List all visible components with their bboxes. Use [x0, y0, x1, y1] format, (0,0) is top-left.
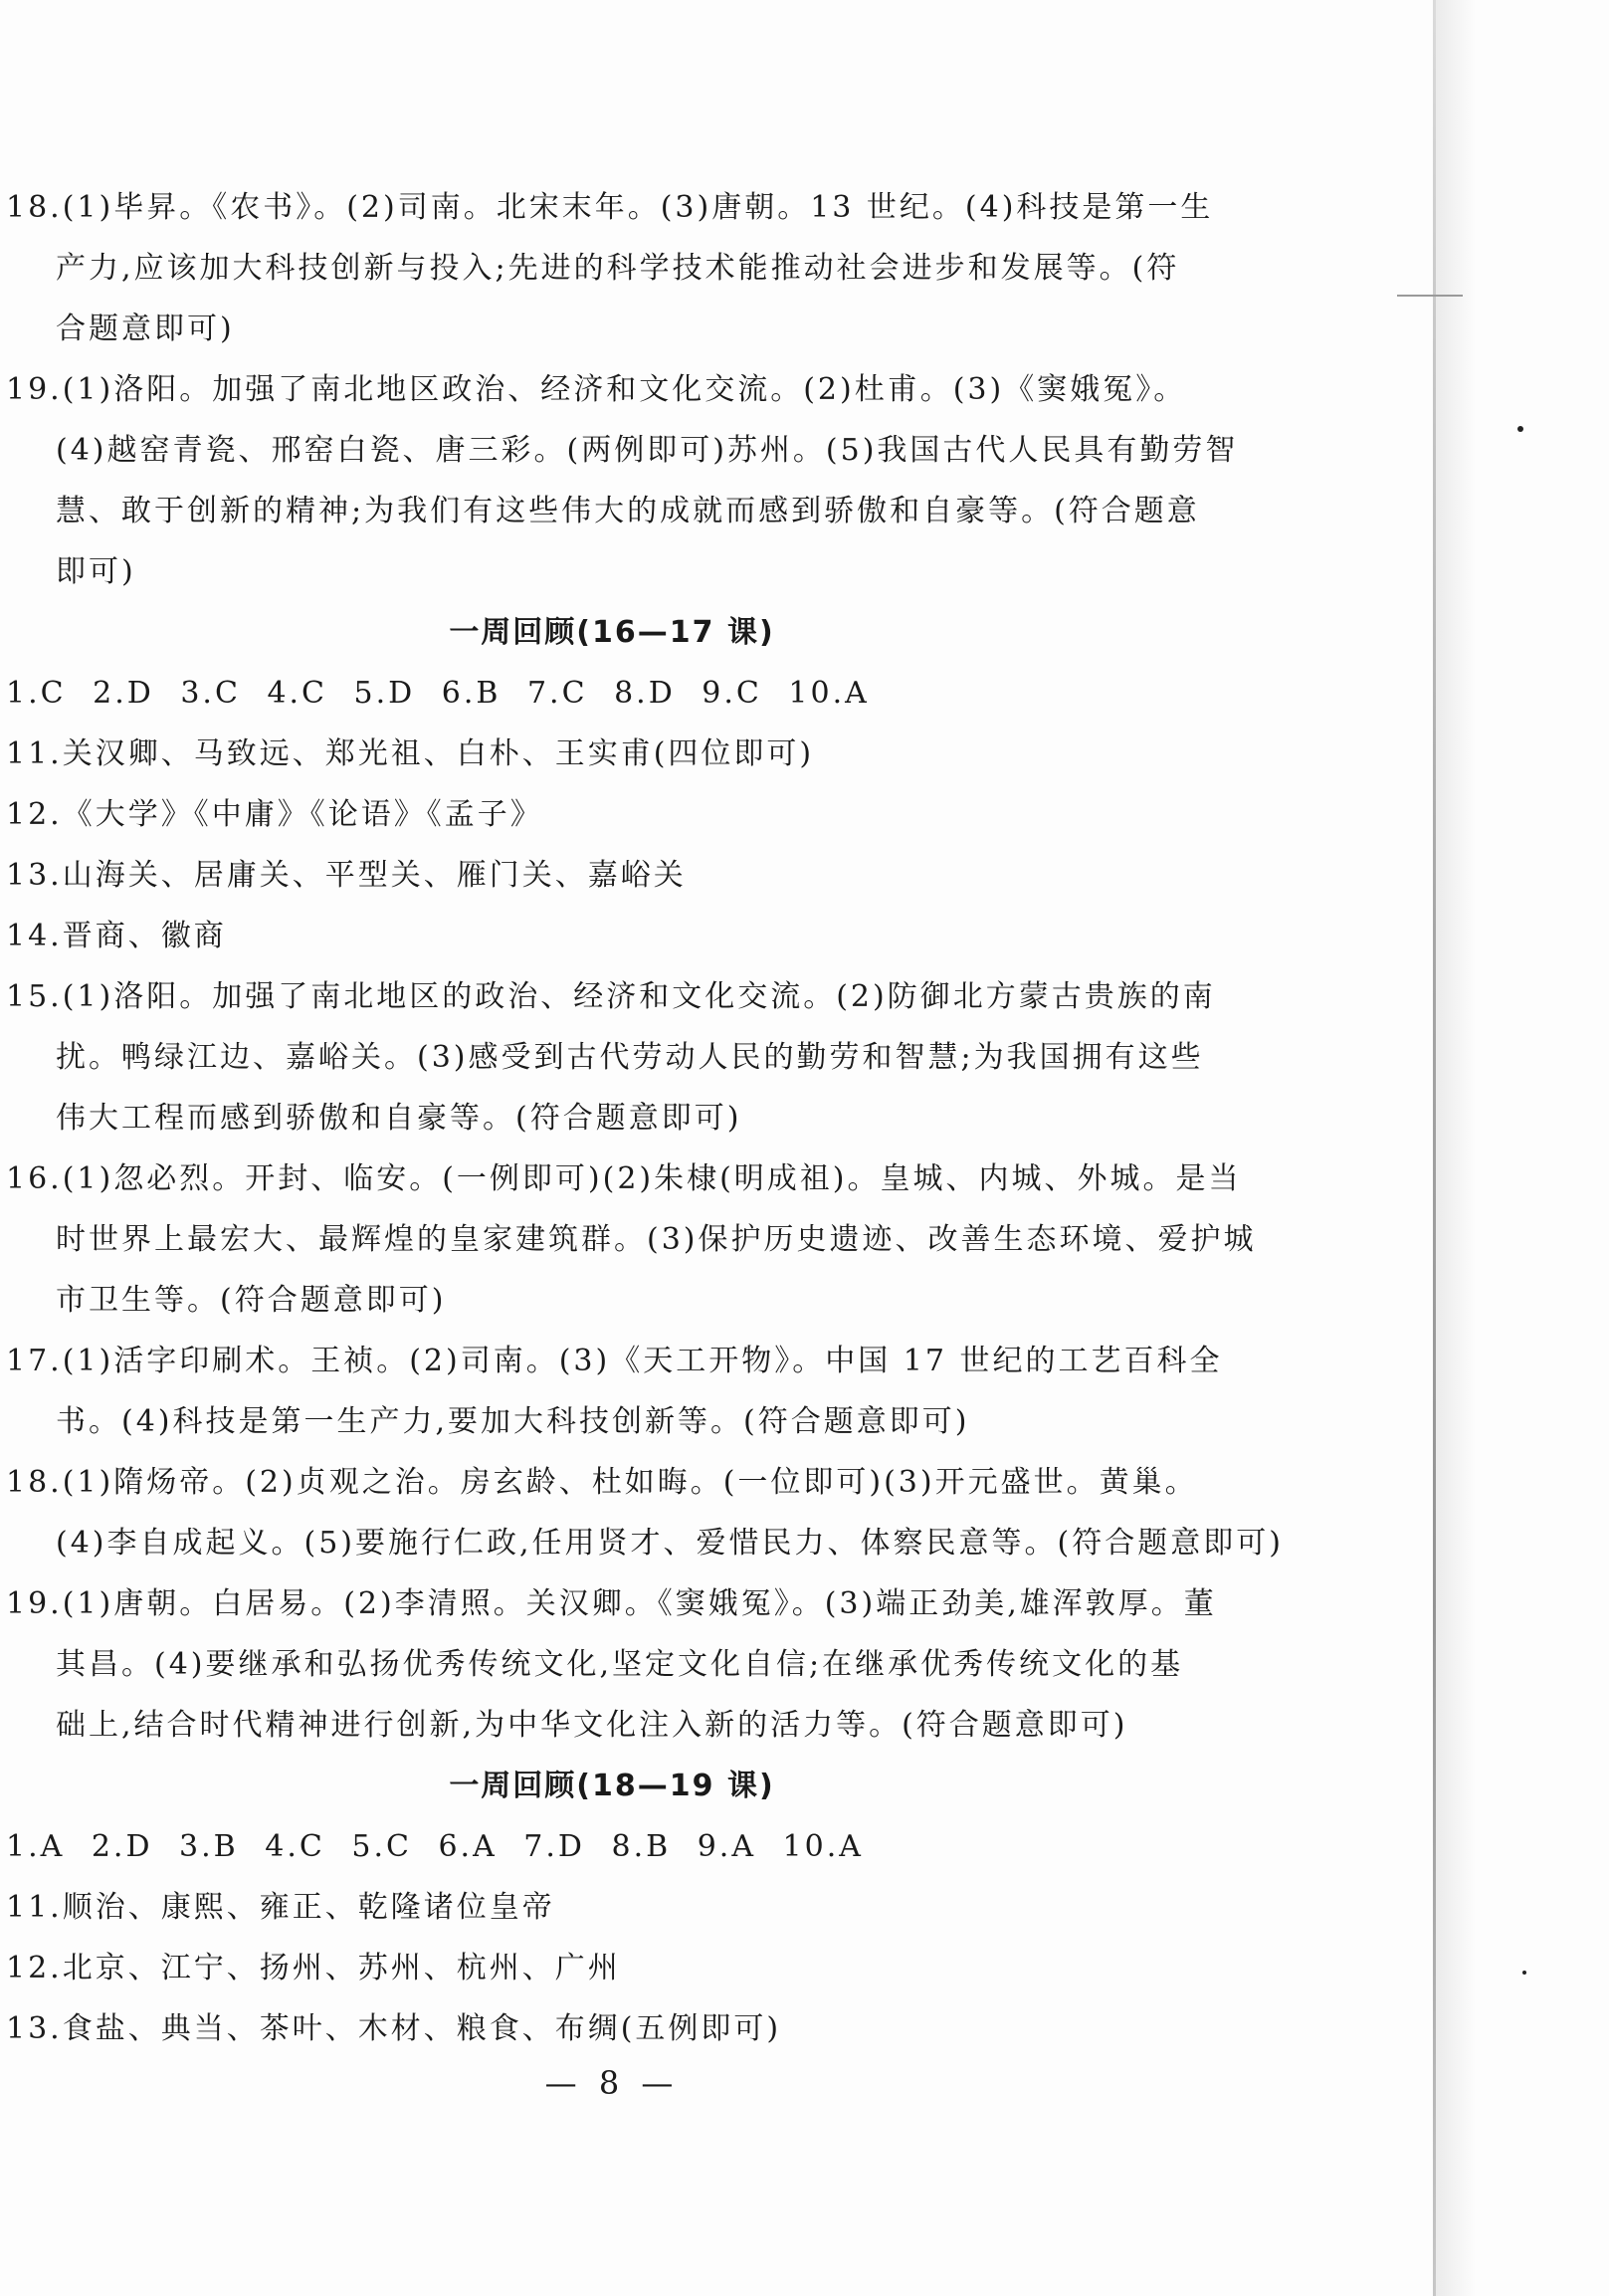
answer-11: 11.关汉卿、马致远、郑光祖、白朴、王实甫(四位即可)	[6, 736, 815, 771]
answer-16-line-3: 市卫生等。(符合题意即可)	[56, 1283, 447, 1318]
answer-19-line-1: 19.(1)唐朝。白居易。(2)李清照。关汉卿。《窦娥冤》。(3)端正劲美,雄浑敦厚。董	[6, 1586, 1217, 1621]
answer-15-line-1: 15.(1)洛阳。加强了南北地区的政治、经济和文化交流。(2)防御北方蒙古贵族的南	[6, 979, 1216, 1014]
question-19-line-3: 慧、敢于创新的精神;为我们有这些伟大的成就而感到骄傲和自豪等。(符合题意	[56, 494, 1200, 528]
question-18-line-1: 18.(1)毕昇。《农书》。(2)司南。北宋末年。(3)唐朝。13 世纪。(4)科技是第一生	[6, 190, 1214, 225]
answer-content	[0, 177, 1294, 2059]
binding-edge	[1433, 0, 1436, 2296]
question-18-line-2: 产力,应该加大科技创新与投入;先进的科学技术能推动社会进步和发展等。(符	[56, 251, 1180, 286]
answer-16-line-1: 16.(1)忽必烈。开封、临安。(一例即可)(2)朱棣(明成祖)。皇城、内城、外城。是当	[6, 1161, 1242, 1196]
answer-15-line-2: 扰。鸭绿江边、嘉峪关。(3)感受到古代劳动人民的勤劳和智慧;为我国拥有这些	[56, 1040, 1204, 1075]
answer-17-line-1: 17.(1)活字印刷术。王祯。(2)司南。(3)《天工开物》。中国 17 世纪的工艺百科全	[6, 1344, 1223, 1378]
section-heading-16-17: 一周回顾(16—17 课)	[449, 615, 775, 650]
answer-12: 12.北京、江宁、扬州、苏州、杭州、广州	[6, 1951, 621, 1985]
scan-speck	[1517, 426, 1523, 432]
section-heading-18-19: 一周回顾(18—19 课)	[449, 1769, 775, 1803]
question-19-line-4: 即可)	[56, 554, 136, 589]
scan-speck	[1522, 1971, 1526, 1975]
answer-18-line-2: (4)李自成起义。(5)要施行仁政,任用贤才、爱惜民力、体察民意等。(符合题意即可)	[56, 1526, 1284, 1561]
page-number: — 8 —	[544, 2064, 680, 2102]
answer-15-line-3: 伟大工程而感到骄傲和自豪等。(符合题意即可)	[56, 1101, 742, 1136]
answer-17-line-2: 书。(4)科技是第一生产力,要加大科技创新等。(符合题意即可)	[56, 1404, 970, 1439]
answer-13: 13.食盐、典当、茶叶、木材、粮食、布绸(五例即可)	[6, 2011, 782, 2046]
answer-16-line-2: 时世界上最宏大、最辉煌的皇家建筑群。(3)保护历史遗迹、改善生态环境、爱护城	[56, 1222, 1257, 1257]
answer-19-line-2: 其昌。(4)要继承和弘扬优秀传统文化,坚定文化自信;在继承优秀传统文化的基	[56, 1647, 1184, 1682]
multiple-choice-answers: 1.A 2.D 3.B 4.C 5.C 6.A 7.D 8.B 9.A 10.A	[6, 1829, 864, 1864]
question-18-line-3: 合题意即可)	[56, 312, 235, 346]
answer-12: 12.《大学》《中庸》《论语》《孟子》	[6, 797, 543, 832]
answer-14: 14.晋商、徽商	[6, 919, 227, 953]
binding-tick-mark	[1397, 295, 1463, 297]
answer-13: 13.山海关、居庸关、平型关、雁门关、嘉峪关	[6, 858, 687, 893]
answer-19-line-3: 础上,结合时代精神进行创新,为中华文化注入新的活力等。(符合题意即可)	[56, 1708, 1128, 1743]
answer-18-line-1: 18.(1)隋炀帝。(2)贞观之治。房玄龄、杜如晦。(一位即可)(3)开元盛世。黄巢。	[6, 1465, 1198, 1500]
question-19-line-2: (4)越窑青瓷、邢窑白瓷、唐三彩。(两例即可)苏州。(5)我国古代人民具有勤劳智	[56, 433, 1239, 468]
answer-11: 11.顺治、康熙、雍正、乾隆诸位皇帝	[6, 1890, 555, 1925]
multiple-choice-answers: 1.C 2.D 3.C 4.C 5.D 6.B 7.C 8.D 9.C 10.A	[6, 676, 870, 711]
binding-shadow	[1436, 0, 1476, 2296]
question-19-line-1: 19.(1)洛阳。加强了南北地区政治、经济和文化交流。(2)杜甫。(3)《窦娥冤》。	[6, 372, 1187, 407]
